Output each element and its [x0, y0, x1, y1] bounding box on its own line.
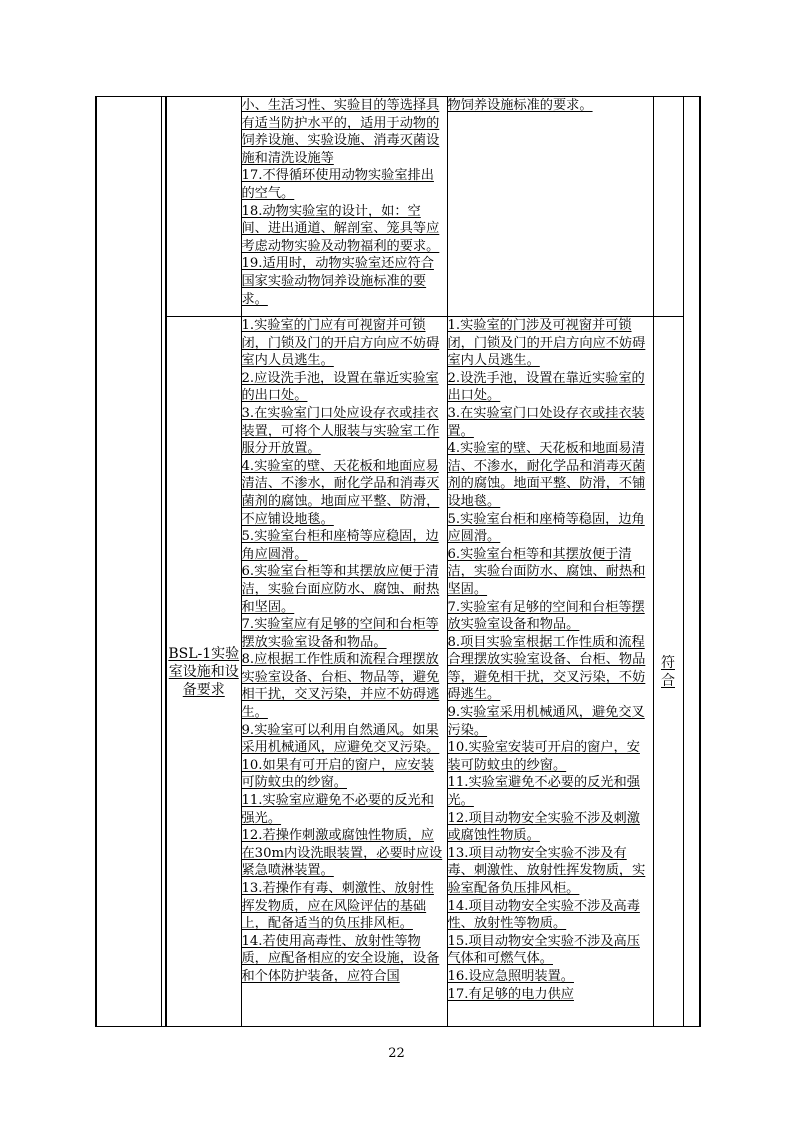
implementation-item: 11.实验室避免不必要的反光和强光。 — [447, 775, 640, 809]
implementation-item: 9.实验室采用机械通风，避免交叉污染。 — [447, 705, 645, 738]
requirement-item: 2.应设洗手池，设置在靠近实验室的出口处。 — [241, 370, 439, 404]
implementation-item: 14.项目动物安全实验不涉及高毒性、放射性等物质。 — [447, 898, 640, 932]
requirement-item: 13.若操作有毒、刺激性、放射性挥发物质，应在风险评估的基础上，配备适当的负压排风柜。 — [241, 881, 434, 932]
requirement-item: 17.不得循环使用动物实验室排出的空气。 — [241, 168, 434, 201]
requirement-item: 8.应根据工作性质和流程合理摆放实验室设备、台柜、物品等，避免相干扰，交叉污染，并应不妨碍逃生。 — [241, 652, 440, 721]
result-cell — [653, 317, 683, 1027]
implementation-item: 5.实验室台柜和座椅等稳固，边角应圆滑。 — [447, 511, 645, 545]
implementation-item: 1.实验室的门涉及可视窗并可锁闭，门锁及门的开启方向应不妨碍室内人员逃生。 — [447, 318, 646, 369]
requirement-item: 11.实验室应避免不必要的反光和强光。 — [241, 793, 434, 826]
requirement-item: 18.动物实验室的设计，如：空间、进出通道、解剖室、笼具等应考虑动物实验及动物福利的要求。 — [241, 203, 440, 254]
implementation-item: 7.实验室有足够的空间和台柜等摆放实验室设备和物品。 — [447, 599, 645, 633]
implementation-item: 物饲养设施标准的要求。 — [447, 98, 593, 113]
page-number: 22 — [388, 1046, 405, 1061]
requirement-item: 19.适用时，动物实验室还应符合国家实验动物饲养设施标准的要求。 — [241, 256, 434, 307]
requirements-cell — [241, 317, 447, 1027]
implementation-item: 3.在实验室门口处设存衣或挂衣装置。 — [447, 405, 645, 439]
implementation-item: 12.项目动物安全实验不涉及刺激或腐蚀性物质。 — [447, 810, 640, 844]
implementation-item: 17.有足够的电力供应 — [447, 986, 574, 1002]
requirement-item: 10.如果有可开启的窗户，应安装可防蚊虫的纱窗。 — [241, 757, 434, 791]
blank-edge-cell — [683, 97, 700, 1027]
requirement-item: 12.若操作刺激或腐蚀性物质，应在30m内设洗眼装置，必要时应设紧急喷淋装置。 — [241, 828, 443, 879]
implementation-item: 4.实验室的壁、天花板和地面易清洁、不渗水，耐化学品和消毒灭菌剂的腐蚀。地面平整、防滑，不铺设地毯。 — [447, 441, 646, 509]
implementation-item: 15.项目动物安全实验不涉及高压气体和可燃气体。 — [447, 933, 640, 967]
implementation-item: 16.设应急照明装置。 — [447, 968, 574, 984]
implementation-item: 13.项目动物安全实验不涉及有毒、刺激性、放射性挥发物质，实验室配备负压排风柜。 — [447, 845, 646, 896]
blank-outer-cell — [96, 97, 161, 1027]
requirement-item: 7.实验室应有足够的空间和台柜等摆放实验室设备和物品。 — [241, 617, 439, 650]
result-label: 符合 — [661, 654, 675, 689]
requirement-item: 4.实验室的壁、天花板和地面应易清洁、不渗水，耐化学品和消毒灭菌剂的腐蚀。地面应平整、防滑，不应铺设地毯。 — [241, 458, 440, 527]
requirement-item: 3.在实验室门口处应设存衣或挂衣装置，可将个人服装与实验室工作服分开放置。 — [241, 405, 440, 457]
requirements-cell-continued — [241, 97, 447, 317]
implementation-cell — [447, 317, 653, 1027]
requirement-item: 6.实验室台柜等和其摆放应便于清洁，实验台面应防水、腐蚀、耐热和坚固。 — [241, 564, 440, 615]
table-row-continued — [96, 97, 700, 317]
implementation-item: 10.实验室安装可开启的窗户，安装可防蚊虫的纱窗。 — [447, 740, 640, 773]
requirement-item: 1.实验室的门应有可视窗并可锁闭，门锁及门的开启方向应不妨碍室内人员逃生。 — [241, 318, 440, 369]
compliance-table — [95, 96, 701, 1027]
requirement-item: 14.若使用高毒性、放射性等物质，应配备相应的安全设施，设备和个体防护装备，应符合国 — [241, 933, 440, 984]
implementation-item: 6.实验室台柜等和其摆放便于清洁，实验台面防水、腐蚀、耐热和坚固。 — [447, 546, 646, 597]
requirement-item: 小、生活习性、实验目的等选择具有适当防护水平的，适用于动物的饲养设施、实验设施、消毒灭菌设施和清洗设施等 — [241, 98, 440, 166]
implementation-item: 8.项目实验室根据工作性质和流程合理摆放实验室设备、台柜、物品等，避免相干扰，交叉污染，不妨碍逃生。 — [447, 634, 646, 703]
implementation-cell-continued — [447, 97, 653, 317]
result-cell-continued — [653, 97, 683, 317]
requirement-item: 5.实验室台柜和座椅等应稳固，边角应圆滑。 — [241, 529, 439, 562]
table-row-bsl1 — [96, 317, 700, 1027]
category-cell-empty — [166, 97, 241, 317]
implementation-item: 2.设洗手池，设置在靠近实验室的出口处。 — [447, 370, 645, 404]
category-cell — [166, 317, 241, 1027]
category-label: BSL-1实验室设施和设备要求 — [168, 645, 240, 698]
requirement-item: 9.实验室可以利用自然通风。如果采用机械通风，应避免交叉污染。 — [241, 722, 440, 756]
